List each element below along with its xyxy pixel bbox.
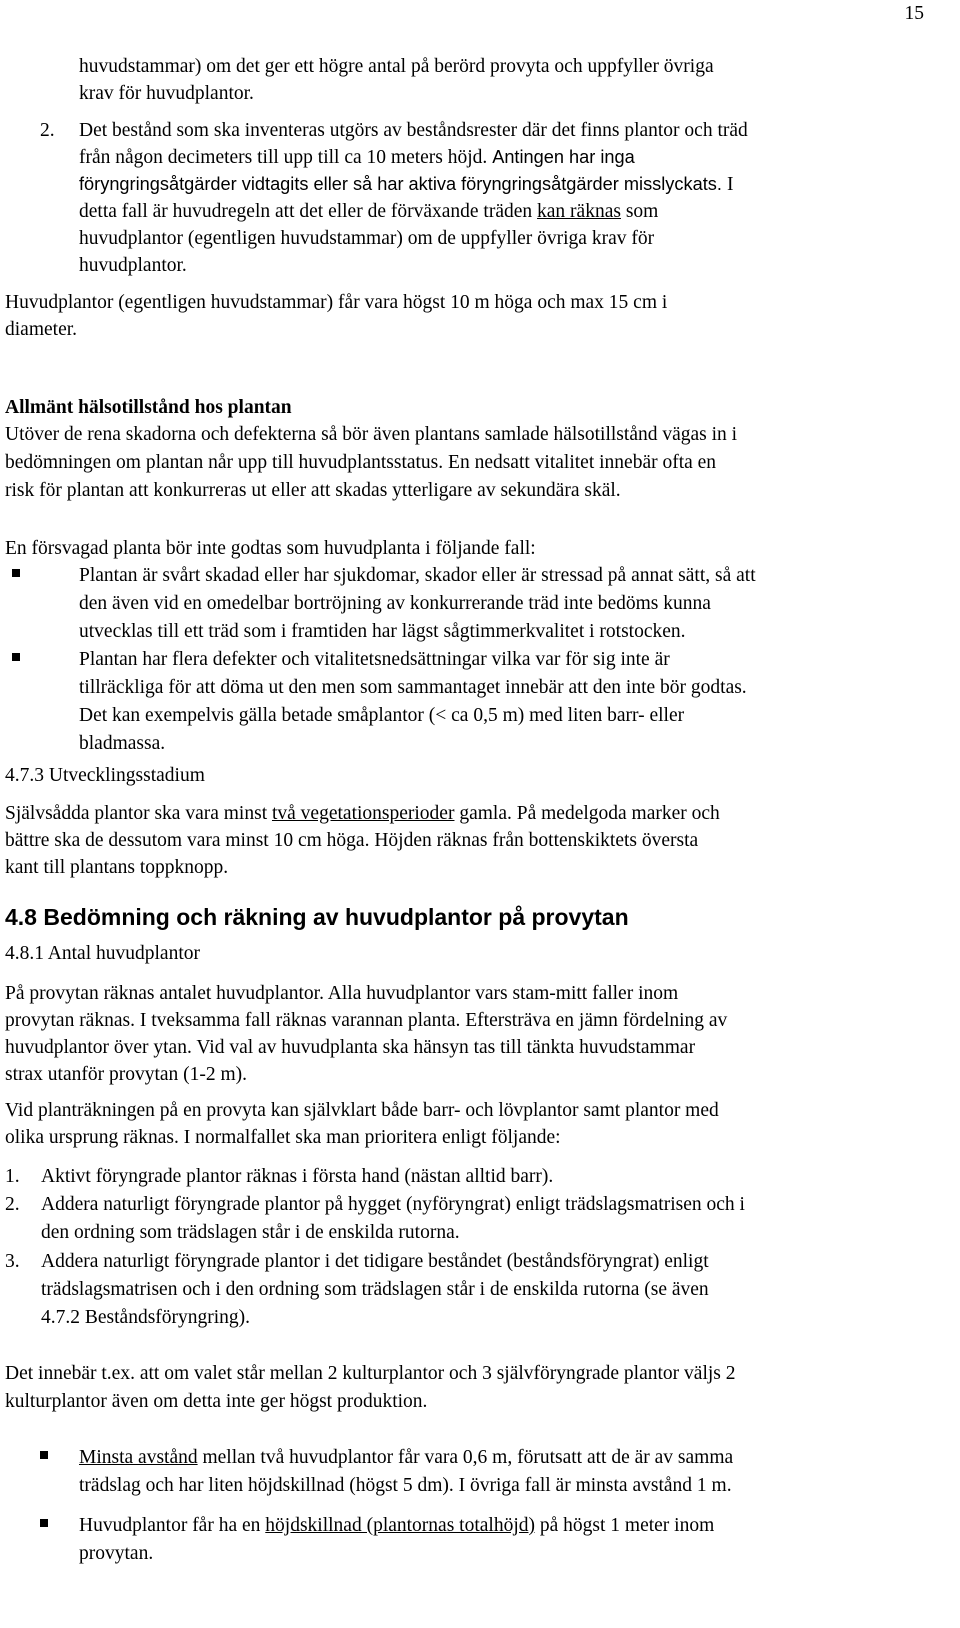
text-line: huvudstammar) om det ger ett högre antal på berörd provyta och uppfyller övriga — [79, 56, 714, 77]
text-line: krav för huvudplantor. — [79, 83, 254, 104]
text-line: Aktivt föryngrade plantor räknas i första hand (nästan alltid barr). — [41, 1166, 554, 1187]
text-line: provytan räknas. I tveksamma fall räknas varannan planta. Eftersträva en jämn fördelning av — [5, 1010, 728, 1031]
text-line: diameter. — [5, 319, 78, 340]
text-line: risk för plantan att konkurreras ut eller att skadas ytterligare av sekundära skäl. — [5, 480, 621, 501]
text-line: Addera naturligt föryngrade plantor i det tidigare beståndet (beståndsföryngrat) enligt — [41, 1251, 709, 1272]
text-line: den även vid en omedelbar bortröjning av konkurrerande träd inte bedöms kunna — [79, 593, 711, 614]
bullet-marker — [40, 1451, 48, 1459]
text-line: detta fall är huvudregeln att det eller de förväxande träden kan räknas som — [79, 201, 659, 222]
text-line: föryngringsåtgärder vidtagits eller så har aktiva föryngringsåtgärder misslyckats. I — [79, 174, 734, 195]
text-line: 4.7.2 Beståndsföryngring). — [41, 1307, 251, 1328]
text-line: Det kan exempelvis gälla betade småplantor (< ca 0,5 m) med liten barr- eller — [79, 705, 685, 726]
text-line: Minsta avstånd mellan två huvudplantor får vara 0,6 m, förutsatt att de är av samma — [79, 1447, 734, 1468]
text-line: Huvudplantor får ha en höjdskillnad (plantornas totalhöjd) på högst 1 meter inom — [79, 1515, 715, 1536]
text-line: På provytan räknas antalet huvudplantor. Alla huvudplantor vars stam-mitt faller inom — [5, 983, 679, 1004]
text-line: Plantan har flera defekter och vitalitetsnedsättningar vilka var för sig inte är — [79, 649, 670, 670]
text-line: den ordning som trädslagen står i de enskilda rutorna. — [41, 1222, 460, 1243]
section-heading: Allmänt hälsotillstånd hos plantan — [5, 397, 292, 418]
text-line: Huvudplantor (egentligen huvudstammar) får vara högst 10 m höga och max 15 cm i — [5, 292, 668, 313]
text-line: tillräckliga för att döma ut den men som sammantaget innebär att den inte bör godtas. — [79, 677, 747, 698]
bullet-marker — [12, 653, 20, 661]
text-line: strax utanför provytan (1-2 m). — [5, 1064, 248, 1085]
text-line: trädslagsmatrisen och i den ordning som trädslagen står i de enskilda rutorna (se även — [41, 1279, 709, 1300]
subsection-heading: 4.7.3 Utvecklingsstadium — [5, 765, 205, 786]
list-number: 1. — [5, 1166, 20, 1187]
text-line: kant till plantans toppknopp. — [5, 857, 229, 878]
text-line: trädslag och har liten höjdskillnad (högst 5 dm). I övriga fall är minsta avstånd 1 m. — [79, 1475, 732, 1496]
text-line: Det innebär t.ex. att om valet står mellan 2 kulturplantor och 3 självföryngrade plantor väljs 2 — [5, 1363, 736, 1384]
text-line: utvecklas till ett träd som i framtiden har lägst sågtimmerkvalitet i rotstocken. — [79, 621, 686, 642]
text-line: huvudplantor över ytan. Vid val av huvudplanta ska hänsyn tas till tänkta huvudstammar — [5, 1037, 696, 1058]
text-line: provytan. — [79, 1543, 154, 1564]
text-line: En försvagad planta bör inte godtas som huvudplanta i följande fall: — [5, 538, 536, 559]
text-line: Utöver de rena skadorna och defekterna så bör även plantans samlade hälsotillstånd vägas in i — [5, 424, 738, 445]
text-line: från någon decimeters till upp till ca 10 meters höjd. Antingen har inga — [79, 147, 635, 168]
page-number: 15 — [904, 3, 924, 24]
text-line: bättre ska de dessutom vara minst 10 cm höga. Höjden räknas från bottenskiktets översta — [5, 830, 699, 851]
bullet-marker — [12, 569, 20, 577]
underlined-term: kan räknas — [537, 201, 621, 222]
list-number: 2. — [5, 1194, 20, 1215]
text-line: Plantan är svårt skadad eller har sjukdomar, skador eller är stressad på annat sätt, så att — [79, 565, 756, 586]
text-line: olika ursprung räknas. I normalfallet ska man prioritera enligt följande: — [5, 1127, 561, 1148]
underlined-term: Minsta avstånd — [79, 1447, 198, 1468]
text-line: bedömningen om plantan når upp till huvudplantsstatus. En nedsatt vitalitet innebär ofta en — [5, 452, 717, 473]
list-number: 2. — [40, 120, 55, 141]
text-line: Vid planträkningen på en provyta kan självklart både barr- och lövplantor samt plantor med — [5, 1100, 719, 1121]
underlined-term: två vegetationsperioder — [271, 803, 455, 824]
text-line: Det bestånd som ska inventeras utgörs av beståndsrester där det finns plantor och träd — [79, 120, 748, 141]
text-line: Självsådda plantor ska vara minst två vegetationsperioder gamla. På medelgoda marker och — [5, 803, 720, 824]
text-line: huvudplantor. — [79, 255, 187, 276]
text-line: huvudplantor (egentligen huvudstammar) om de uppfyller övriga krav för — [79, 228, 655, 249]
text-line: kulturplantor även om detta inte ger högst produktion. — [5, 1391, 428, 1412]
subsection-heading: 4.8.1 Antal huvudplantor — [5, 943, 200, 964]
text-line: bladmassa. — [79, 733, 166, 754]
underlined-term: höjdskillnad (plantornas totalhöjd) — [265, 1515, 535, 1536]
list-number: 3. — [5, 1251, 20, 1272]
text-line: Addera naturligt föryngrade plantor på hygget (nyföryngrat) enligt trädslagsmatrisen och i — [41, 1194, 745, 1215]
section-heading: 4.8 Bedömning och räkning av huvudplantor på provytan — [5, 904, 629, 930]
bullet-marker — [40, 1519, 48, 1527]
